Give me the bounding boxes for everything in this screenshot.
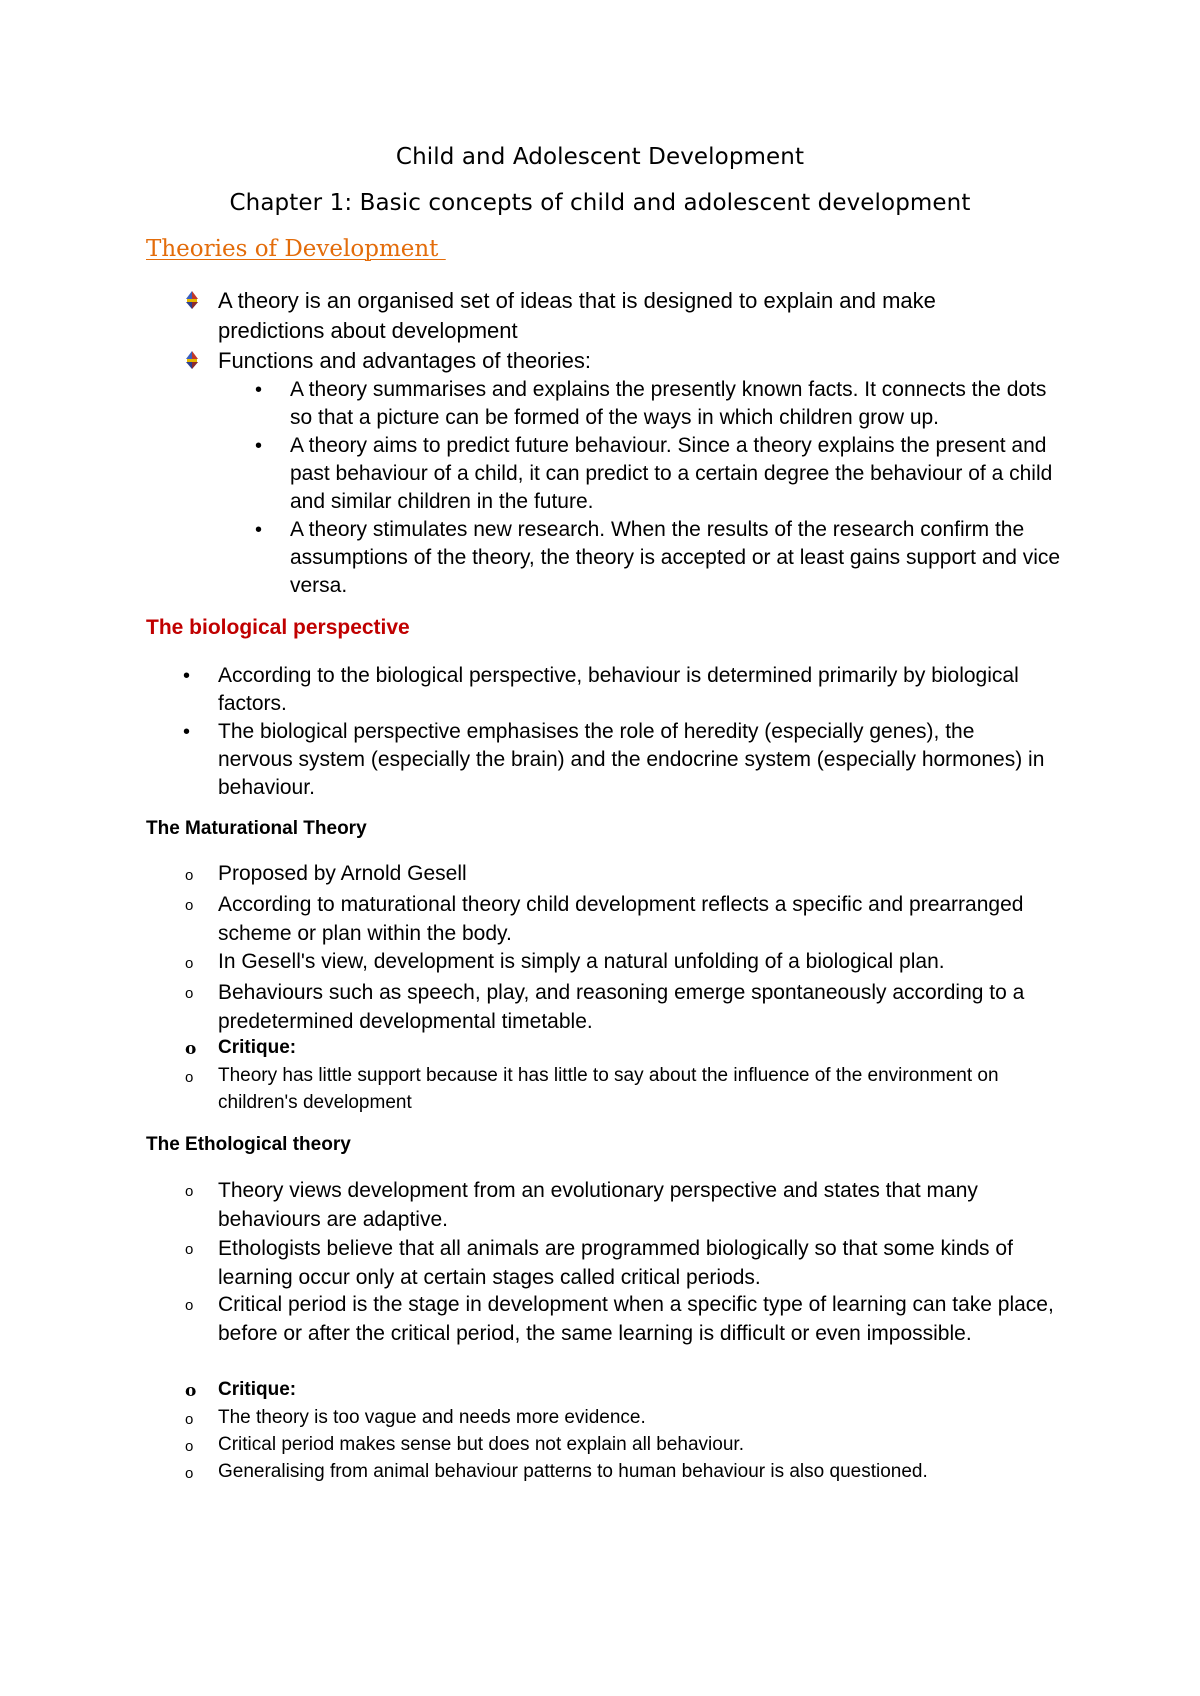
arrow-down-bullet-icon bbox=[182, 350, 202, 370]
list-item-text: Critical period is the stage in development when a specific type of learning can take place, before or after the critical period, the same learning is difficult or even impossible. bbox=[218, 1293, 1054, 1345]
bullet-circle: o bbox=[185, 1381, 197, 1401]
critique-label-text: Critique: bbox=[218, 1037, 297, 1058]
bullet-circle: o bbox=[185, 1465, 194, 1482]
document-title: Child and Adolescent Development bbox=[395, 144, 805, 170]
list-item-text: Theory views development from an evolutionary perspective and states that many behaviours are adaptive. bbox=[218, 1179, 978, 1231]
bullet-circle: o bbox=[185, 1183, 194, 1200]
list-item-text: Generalising from animal behaviour patterns to human behaviour is also questioned. bbox=[218, 1461, 928, 1482]
list-item-text: Critical period makes sense but does not explain all behaviour. bbox=[218, 1434, 744, 1455]
theories-heading: Theories of Development bbox=[146, 236, 446, 262]
chapter-title: Chapter 1: Basic concepts of child and adolescent development bbox=[229, 190, 971, 216]
bullet-dot: • bbox=[255, 519, 263, 541]
list-item-text: Ethologists believe that all animals are programmed biologically so that some kinds of learning occur only at certain stages called critical periods. bbox=[218, 1237, 1013, 1289]
list-item bbox=[185, 890, 1068, 948]
bullet-circle: o bbox=[185, 1411, 194, 1428]
list-item bbox=[185, 860, 1068, 888]
list-item-text: In Gesell's view, development is simply a natural unfolding of a biological plan. bbox=[218, 950, 945, 973]
list-item bbox=[255, 432, 1070, 516]
list-item-text: Proposed by Arnold Gesell bbox=[218, 862, 467, 885]
bullet-dot: • bbox=[183, 665, 191, 687]
arrow-down-bullet-icon bbox=[182, 290, 202, 310]
critique-label bbox=[185, 1376, 1068, 1404]
bullet-circle: o bbox=[185, 867, 194, 884]
list-item bbox=[185, 1290, 1068, 1348]
list-item bbox=[255, 516, 1070, 600]
list-item-text: The theory is too vague and needs more evidence. bbox=[218, 1407, 646, 1428]
list-item-text: Behaviours such as speech, play, and reasoning emerge spontaneously according to a predetermined developmental timetable. bbox=[218, 981, 1025, 1033]
list-item bbox=[255, 376, 1070, 432]
list-item-text: The biological perspective emphasises the role of heredity (especially genes), the nervous system (especially the brain) and the endocrine system (especially hormones) in behaviour. bbox=[218, 720, 1045, 799]
list-item bbox=[185, 948, 1068, 976]
critique-label bbox=[185, 1034, 1068, 1062]
list-item bbox=[185, 1404, 1068, 1431]
maturational-heading: The Maturational Theory bbox=[146, 818, 367, 839]
list-item bbox=[218, 286, 1048, 346]
list-item-text: A theory aims to predict future behaviour. Since a theory explains the present and past behaviour of a child, it can predict to a certain degree the behaviour of a child and similar children in the future. bbox=[290, 434, 1053, 513]
list-item bbox=[185, 978, 1068, 1036]
bullet-dot: • bbox=[255, 435, 263, 457]
bullet-circle: o bbox=[185, 1438, 194, 1455]
list-item-text: A theory is an organised set of ideas that is designed to explain and make predictions about development bbox=[218, 288, 936, 343]
list-item-text: A theory stimulates new research. When the results of the research confirm the assumptions of the theory, the theory is accepted or at least gains support and vice versa. bbox=[290, 518, 1061, 597]
list-item bbox=[185, 1458, 1068, 1485]
list-item bbox=[185, 1176, 1068, 1234]
bullet-circle: o bbox=[185, 1241, 194, 1258]
list-item bbox=[183, 718, 1048, 802]
list-item-text: According to maturational theory child development reflects a specific and prearranged scheme or plan within the body. bbox=[218, 893, 1024, 945]
list-item bbox=[218, 346, 1048, 376]
bullet-circle: o bbox=[185, 985, 194, 1002]
list-item bbox=[185, 1431, 1068, 1458]
bullet-circle: o bbox=[185, 1297, 194, 1314]
bullet-circle: o bbox=[185, 897, 194, 914]
list-item bbox=[185, 1234, 1068, 1292]
list-item-text: A theory summarises and explains the presently known facts. It connects the dots so that a picture can be formed of the ways in which children grow up. bbox=[290, 378, 1047, 429]
list-item bbox=[185, 1062, 1068, 1116]
list-item-text: Functions and advantages of theories: bbox=[218, 348, 592, 373]
ethological-heading: The Ethological theory bbox=[146, 1134, 351, 1155]
bullet-circle: o bbox=[185, 1039, 197, 1059]
critique-label-text: Critique: bbox=[218, 1379, 297, 1400]
list-item bbox=[183, 662, 1048, 718]
biological-heading: The biological perspective bbox=[146, 616, 410, 639]
bullet-dot: • bbox=[183, 721, 191, 743]
bullet-circle: o bbox=[185, 955, 194, 972]
list-item-text: Theory has little support because it has little to say about the influence of the environment on children's development bbox=[218, 1065, 999, 1113]
bullet-circle: o bbox=[185, 1069, 194, 1086]
bullet-dot: • bbox=[255, 379, 263, 401]
list-item-text: According to the biological perspective, behaviour is determined primarily by biological factors. bbox=[218, 664, 1019, 715]
